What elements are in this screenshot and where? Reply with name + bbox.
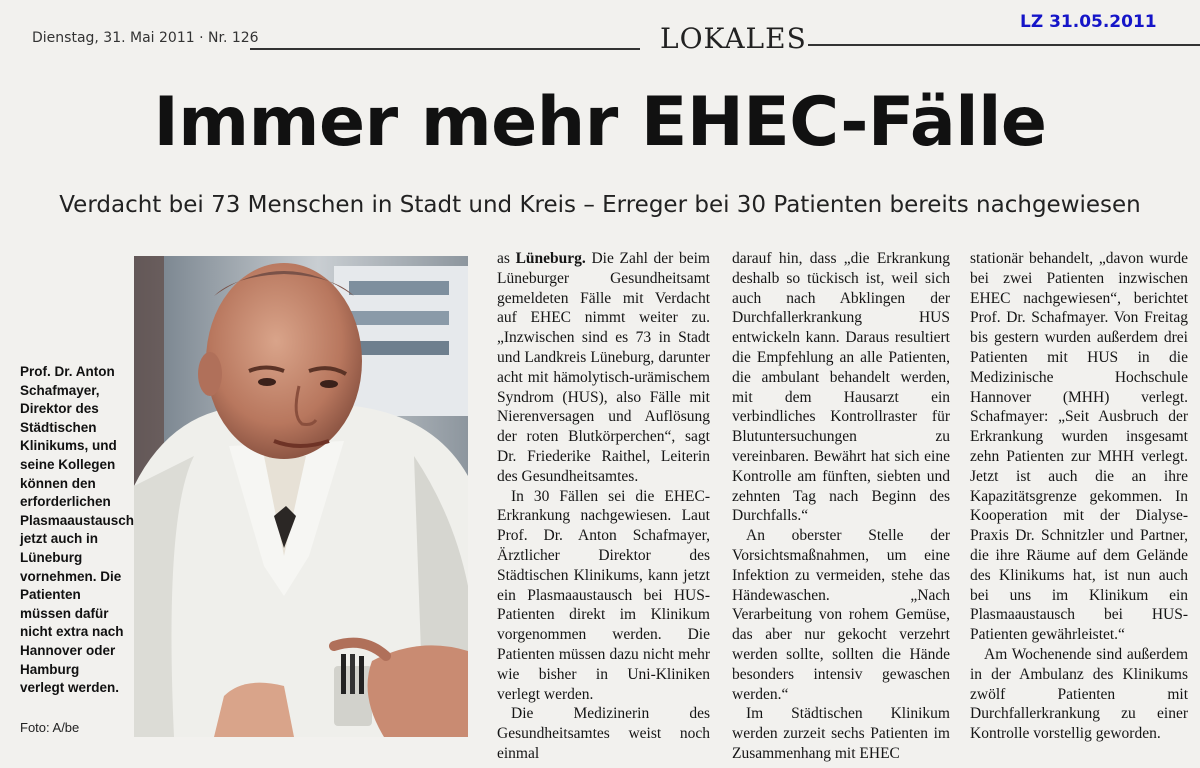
header-rule-left bbox=[250, 48, 640, 50]
dateline: Dienstag, 31. Mai 2011 · Nr. 126 bbox=[32, 30, 259, 46]
dateline-place: Lüneburg. bbox=[515, 250, 586, 267]
photo-credit: Foto: A/be bbox=[20, 720, 80, 735]
paragraph-text: Die Zahl der beim Lüneburger Gesundheitsamt gemeldeten Fälle mit Verdacht auf EHEC nimmt weiter zu. „Inzwischen sind es 73 in Stadt und Landkreis Lüneburg, darunter acht mit hämolytisch-urämischem Syndrom (HUS), also Fälle mit Nierenversagen und Auflösung der roten Blutkörperchen“, sagt Dr. Friederike Raithel, Leiterin des Gesundheitsamtes. bbox=[497, 250, 710, 485]
paragraph: Im Städtischen Klinikum werden zurzeit sechs Patienten im Zusammenhang mit EHEC bbox=[732, 705, 950, 762]
paragraph: darauf hin, dass „die Erkrankung deshalb so tückisch ist, weil sich auch nach Abklingen der Durchfallerkrankung HUS entwickeln kann. Daraus resultiert die Empfehlung an alle Patienten, die ambulant behandelt werden, mit dem Hausarzt ein verbindliches Kontrollraster für Blutuntersuchungen zu vereinbaren. Bewährt hat sich eine Kontrolle am fünften, siebten und zehnten Tag nach Beginn des Durchfalls.“ bbox=[732, 250, 950, 525]
headline: Immer mehr EHEC-Fälle bbox=[153, 83, 1047, 162]
paragraph: stationär behandelt, „davon wurde bei zwei Patienten inzwischen EHEC nachgewiesen“, berichtet Prof. Dr. Schafmayer. Von Freitag bis gestern wurden außerdem drei Patienten mit HUS in die Medizinische Hochschule Hannover (MHH) verlegt. Schafmayer: „Seit Ausbruch der Erkrankung wurden insgesamt zehn Patienten zur MHH verlegt. Jetzt ist auch die an ihre Kapazitätsgrenze gekommen. In Kooperation mit der Dialyse-Praxis Dr. Schnitzler und Partner, die ihre Räume auf dem Gelände des Klinikums hat, ist nun auch bei uns im Klinikum ein Plasmaaustausch bei HUS-Patienten gewährleistet.“ bbox=[970, 250, 1188, 644]
portrait-illustration bbox=[134, 256, 468, 737]
portrait-photo bbox=[134, 256, 468, 737]
header-rule-right bbox=[808, 44, 1200, 46]
paragraph: Am Wochenende sind außerdem in der Ambulanz des Klinikums zwölf Patienten mit Durchfallerkrankung zu einer Kontrolle vorstellig geworden. bbox=[970, 645, 1188, 743]
photo-caption: Prof. Dr. Anton Schafmayer, Direktor des Städtischen Klinikums, und seine Kollegen können den erforderlichen Plasmaaustausch jetzt auch in Lüneburg vornehmen. Die Patienten müssen dafür nicht extra nach Hannover oder Hamburg verlegt werden. bbox=[20, 364, 135, 696]
paragraph: An oberster Stelle der Vorsichtsmaßnahmen, um eine Infektion zu vermeiden, stehe das Händewaschen. „Nach Verarbeitung von rohem Gemüse, das aber nur gekocht verzehrt werden sollte, sollten die Hände besonders intensiv gewaschen werden.“ bbox=[732, 527, 950, 703]
paragraph: Die Medizinerin des Gesundheitsamtes weist noch einmal bbox=[497, 705, 710, 762]
article-column-2 bbox=[732, 249, 950, 764]
section-title: LOKALES bbox=[660, 22, 807, 55]
article-column-3 bbox=[970, 249, 1188, 744]
paragraph: In 30 Fällen sei die EHEC-Erkrankung nachgewiesen. Laut Prof. Dr. Anton Schafmayer, Ärztlicher Direktor des Städtischen Klinikums, kann jetzt ein Plasmaaustausch bei HUS-Patienten direkt im Klinikum vorgenommen werden. Die Patienten müssen dazu nicht mehr wie bisher in Uni-Kliniken verlegt werden. bbox=[497, 487, 710, 703]
paragraph: as Lüneburg. Die Zahl der beim Lüneburger Gesundheitsamt gemeldeten Fälle mit Verdacht auf EHEC nimmt weiter zu. „Inzwischen sind es 73 in Stadt und Landkreis Lüneburg, darunter acht mit hämolytisch-urämischem Syndrom (HUS), also Fälle mit Nierenversagen und Auflösung der roten Blutkörperchen“, sagt Dr. Friederike Raithel, Leiterin des Gesundheitsamtes. bbox=[497, 250, 710, 485]
archive-stamp: LZ 31.05.2011 bbox=[1020, 12, 1157, 32]
subheadline: Verdacht bei 73 Menschen in Stadt und Kreis – Erreger bei 30 Patienten bereits nachgewiesen bbox=[59, 192, 1141, 218]
article-column-1 bbox=[497, 249, 710, 764]
